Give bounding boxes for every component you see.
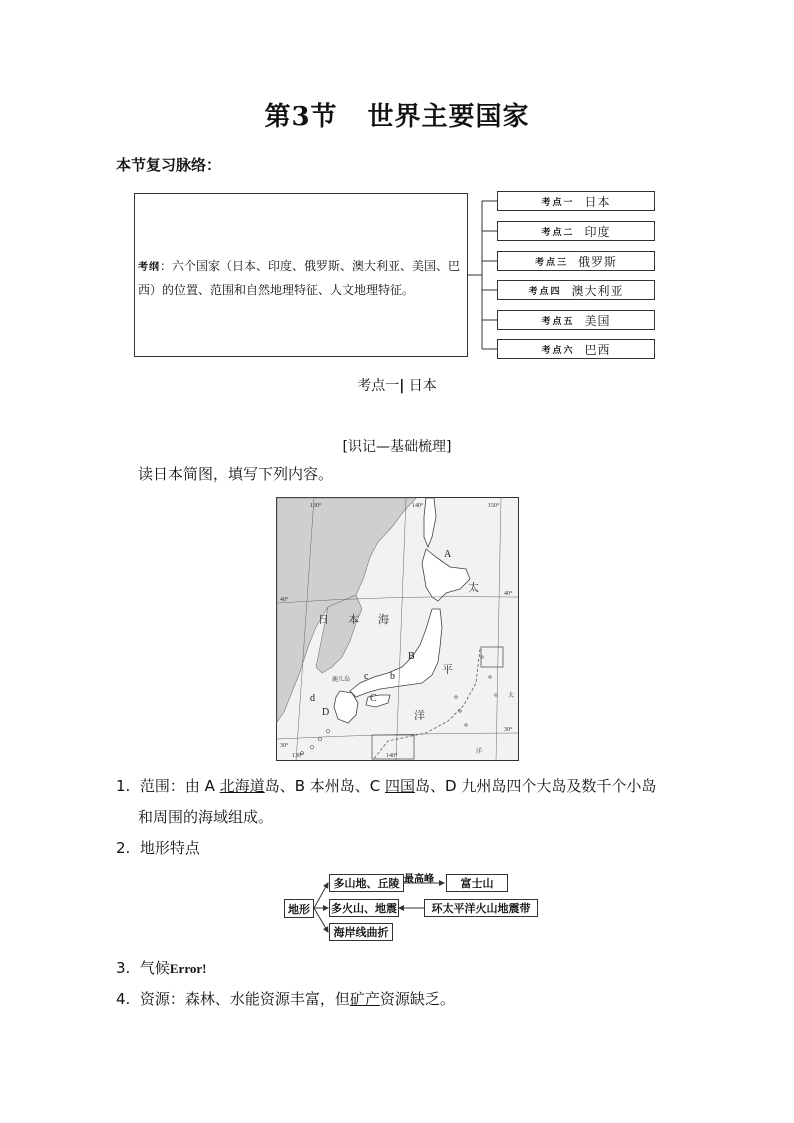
label-sea-2: 本 xyxy=(348,614,359,626)
label-lon140-bottom: 140° xyxy=(386,753,398,759)
outline-connector-lines xyxy=(0,0,794,400)
key-point-2-box xyxy=(497,221,655,241)
syllabus-line2: 西）的位置、范围和自然地理特征、人文地理特征。 xyxy=(138,283,415,297)
item-3-text: 气候 xyxy=(139,959,170,977)
title-section-number: 第3节 xyxy=(264,102,338,132)
flow-mount-fuji: 富士山 xyxy=(446,874,508,892)
review-heading: 本节复习脉络： xyxy=(116,156,222,174)
answer-shikoku: 四国 xyxy=(385,777,416,795)
key-point-4-box xyxy=(497,280,655,300)
label-sea-1: 日 xyxy=(318,614,329,626)
item-2 xyxy=(116,837,200,858)
key-point-label: 考点二 xyxy=(541,227,575,238)
label-D: D xyxy=(322,707,330,718)
label-B: B xyxy=(408,651,415,662)
instruction-text: 读日本简图，填写下列内容。 xyxy=(138,465,334,483)
key-point-label: 考点一 xyxy=(541,197,575,208)
key-point-name: 印度 xyxy=(584,224,611,239)
label-lat40-left: 40° xyxy=(280,597,289,603)
item-1-text-b: 岛、B 本州岛、C xyxy=(264,777,385,795)
item-3-number: 3. xyxy=(116,959,131,977)
answer-minerals: 矿产 xyxy=(349,990,380,1008)
label-lon130: 130° xyxy=(310,503,322,509)
label-lat30-right: 30° xyxy=(504,727,513,733)
section-heading xyxy=(0,375,794,395)
key-point-name: 巴西 xyxy=(584,342,611,357)
key-point-name: 澳大利亚 xyxy=(571,283,624,298)
item-4 xyxy=(116,988,455,1009)
label-ocean-2: 平 xyxy=(442,664,453,676)
key-point-3-box xyxy=(497,251,655,271)
flow-volcanoes-earthquakes: 多火山、地震 xyxy=(329,899,399,917)
japan-map xyxy=(276,497,519,761)
label-lon140: 140° xyxy=(412,503,424,509)
label-right-small: 太 xyxy=(508,693,515,699)
label-lat30-left: 30° xyxy=(280,743,289,749)
item-1-text-c: 岛、D 九州岛四个大岛及数千个小岛 xyxy=(415,777,657,795)
label-c: c xyxy=(364,671,369,682)
key-point-label: 考点五 xyxy=(541,316,575,327)
item-3 xyxy=(116,957,206,978)
item-2-number: 2. xyxy=(116,839,131,857)
title-section-name: 世界主要国家 xyxy=(367,102,530,132)
flow-winding-coastline: 海岸线曲折 xyxy=(329,923,393,941)
item-2-text: 地形特点 xyxy=(139,839,200,857)
item-1-line-2: 和周围的海域组成。 xyxy=(138,808,274,826)
label-A: A xyxy=(444,549,452,560)
section-label: 考点一 xyxy=(357,378,400,394)
subsection-heading: [识记—基础梳理] xyxy=(342,439,452,455)
label-sea-3: 海 xyxy=(378,614,389,626)
item-3-error: Error! xyxy=(169,961,207,976)
flow-pacific-ring-of-fire: 环太平洋火山地震带 xyxy=(424,899,538,917)
label-lon130-bottom: 130° xyxy=(292,753,304,759)
key-point-6-box xyxy=(497,339,655,359)
label-ocean-3: 洋 xyxy=(414,710,425,722)
syllabus-label: 考纲 xyxy=(138,262,160,273)
label-lat40-right: 40° xyxy=(504,591,513,597)
flow-mountains-hills: 多山地、丘陵 xyxy=(329,874,404,892)
japan-map-svg xyxy=(276,497,519,761)
label-C: C xyxy=(370,693,377,704)
section-name: 日本 xyxy=(408,378,437,394)
flow-label-highest-peak: 最高峰 xyxy=(404,874,434,885)
syllabus-line1: ：六个国家（日本、印度、俄罗斯、澳大利亚、美国、巴 xyxy=(160,259,461,273)
key-point-name: 俄罗斯 xyxy=(578,254,618,269)
item-1-number: 1. xyxy=(116,777,131,795)
label-lon150: 150° xyxy=(488,503,500,509)
item-4-number: 4. xyxy=(116,990,131,1008)
flow-terrain-root: 地形 xyxy=(284,899,314,918)
item-4-text-a: 资源：森林、水能资源丰富，但 xyxy=(139,990,350,1008)
answer-hokkaido: 北海道 xyxy=(219,777,265,795)
item-1-line-1 xyxy=(116,775,656,796)
item-1-text-a: 范围：由 A xyxy=(139,777,220,795)
key-point-name: 日本 xyxy=(584,194,611,209)
label-b: b xyxy=(390,671,395,682)
section-bar: | xyxy=(399,378,405,394)
label-ocean-1: 太 xyxy=(468,582,479,594)
key-point-label: 考点三 xyxy=(534,257,568,268)
label-pacific-small: 洋 xyxy=(476,749,483,755)
key-point-1-box xyxy=(497,191,655,211)
label-city-small: 鹿儿岛 xyxy=(332,677,351,683)
key-point-name: 美国 xyxy=(584,313,611,328)
label-d: d xyxy=(310,693,315,704)
key-point-label: 考点四 xyxy=(528,286,562,297)
key-point-label: 考点六 xyxy=(541,345,575,356)
item-4-text-b: 资源缺乏。 xyxy=(379,990,455,1008)
key-point-5-box xyxy=(497,310,655,330)
